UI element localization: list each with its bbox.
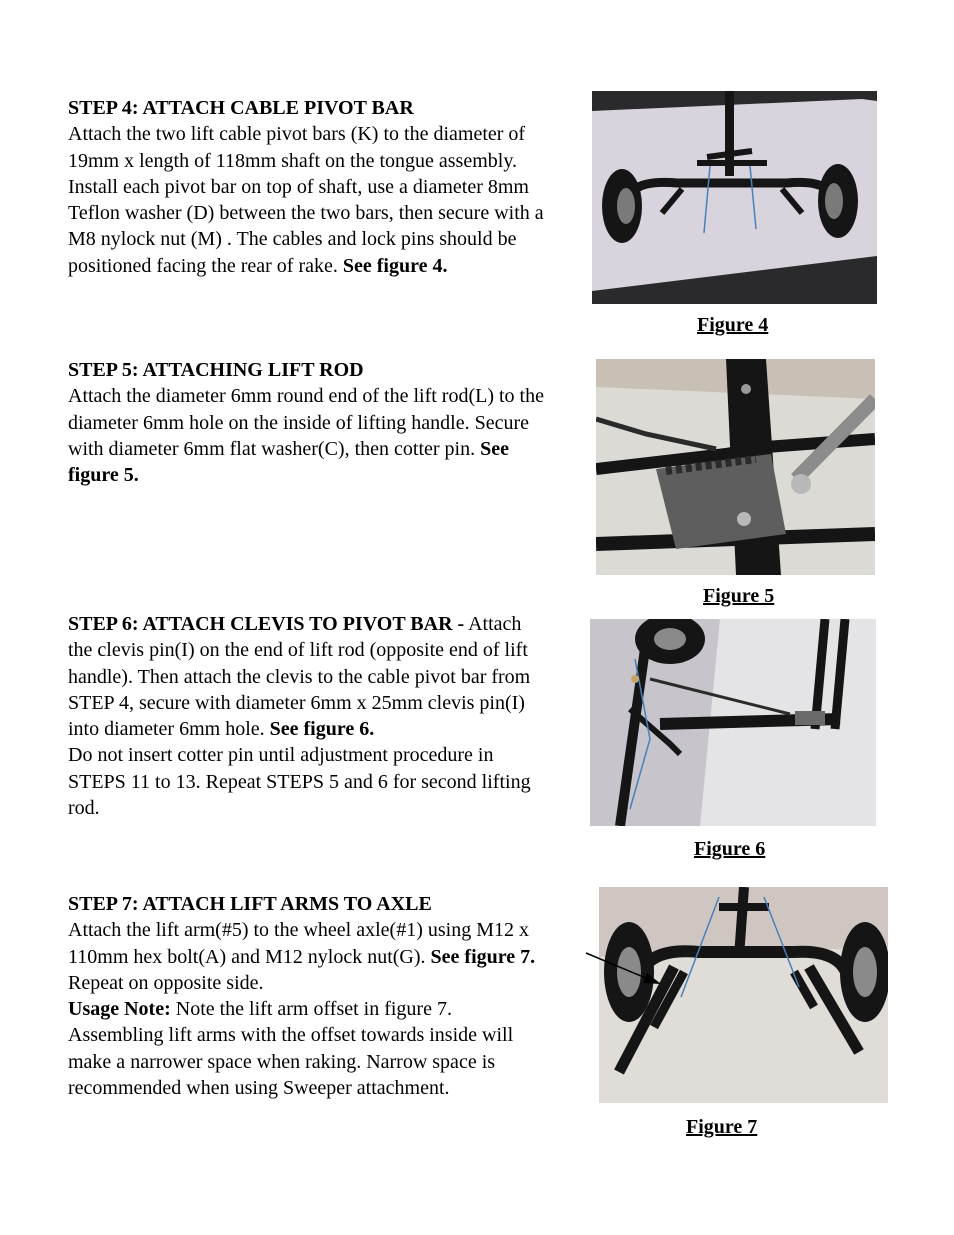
step-4-last-line: positioned facing the rear of rake. xyxy=(68,254,343,277)
step-7-line: Repeat on opposite side. xyxy=(68,971,264,994)
step-4-line: Teflon washer (D) between the two bars, then secure with a xyxy=(68,202,544,225)
step-5-line: Attach the diameter 6mm round end of the lift rod(L) to the xyxy=(68,385,544,408)
step-7-line: Attach the lift arm(#5) to the wheel axle(#1) using M12 x xyxy=(68,919,529,942)
step-6-line xyxy=(68,716,593,742)
step-6-ref-line: into diameter 6mm hole. xyxy=(68,718,270,741)
figure-7-pointer-arrow xyxy=(583,948,673,988)
step-6-line: STEP 4, secure with diameter 6mm x 25mm clevis pin(I) xyxy=(68,691,525,714)
figure-6-caption: Figure 6 xyxy=(694,838,766,860)
step-4-line xyxy=(68,253,593,279)
step-6-line: Do not insert cotter pin until adjustment procedure in xyxy=(68,744,494,767)
step-7-text xyxy=(68,891,593,1101)
step-6-line: handle). Then attach the clevis to the cable pivot bar from xyxy=(68,665,531,688)
step-5-title: STEP 5: ATTACHING LIFT ROD xyxy=(68,359,364,381)
step-7-title: STEP 7: ATTACH LIFT ARMS TO AXLE xyxy=(68,893,432,915)
step-6-title-tail: Attach xyxy=(464,613,522,635)
step-5-text xyxy=(68,357,598,488)
step-7-line: make a narrower space when raking. Narrow space is xyxy=(68,1050,496,1073)
figure-5-photo xyxy=(596,359,875,575)
step-6-title-line xyxy=(68,611,593,637)
step-7-line xyxy=(68,944,593,970)
usage-note-label: Usage Note: xyxy=(68,998,171,1021)
figure-4-caption: Figure 4 xyxy=(697,314,769,336)
step-7-ref-line: 110mm hex bolt(A) and M12 nylock nut(G). xyxy=(68,945,431,968)
figure-7-caption: Figure 7 xyxy=(686,1116,758,1138)
step-4-line: Attach the two lift cable pivot bars (K) to the diameter of xyxy=(68,123,526,146)
step-4-figure-ref: See figure 4. xyxy=(342,254,448,277)
figure-4-photo xyxy=(592,91,877,304)
step-6-title: STEP 6: ATTACH CLEVIS TO PIVOT BAR - xyxy=(68,613,465,635)
step-4-line: M8 nylock nut (M) . The cables and lock pins should be xyxy=(68,228,517,251)
step-7-line: Assembling lift arms with the offset towards inside will xyxy=(68,1024,514,1047)
step-6-line: the clevis pin(I) on the end of lift rod (opposite end of lift xyxy=(68,639,528,662)
step-6-figure-ref: See figure 6. xyxy=(269,718,375,741)
step-5-last-line: with diameter 6mm flat washer(C), then cotter pin. xyxy=(68,437,481,460)
step-7-figure-ref: See figure 7. xyxy=(430,945,536,968)
step-4-title: STEP 4: ATTACH CABLE PIVOT BAR xyxy=(68,97,414,119)
step-4-text xyxy=(68,95,593,279)
step-5-line: diameter 6mm hole on the inside of lifting handle. Secure xyxy=(68,411,529,434)
step-7-note-line xyxy=(68,996,593,1022)
step-6-text xyxy=(68,611,593,821)
step-5-figure-ref-b: figure 5. xyxy=(68,464,139,487)
step-6-line: rod. xyxy=(68,797,100,820)
step-4-line: Install each pivot bar on top of shaft, use a diameter 8mm xyxy=(68,175,529,198)
figure-5-caption: Figure 5 xyxy=(703,585,775,607)
step-4-line: 19mm x length of 118mm shaft on the tongue assembly. xyxy=(68,149,518,172)
usage-note-text: Note the lift arm offset in figure 7. xyxy=(170,998,452,1021)
figure-6-photo xyxy=(590,619,876,826)
step-5-line xyxy=(68,436,598,462)
figure-7-photo xyxy=(599,887,888,1103)
step-7-line: recommended when using Sweeper attachment. xyxy=(68,1077,450,1100)
step-6-line: STEPS 11 to 13. Repeat STEPS 5 and 6 for second lifting xyxy=(68,770,531,793)
step-5-figure-ref-a: See xyxy=(480,437,509,460)
